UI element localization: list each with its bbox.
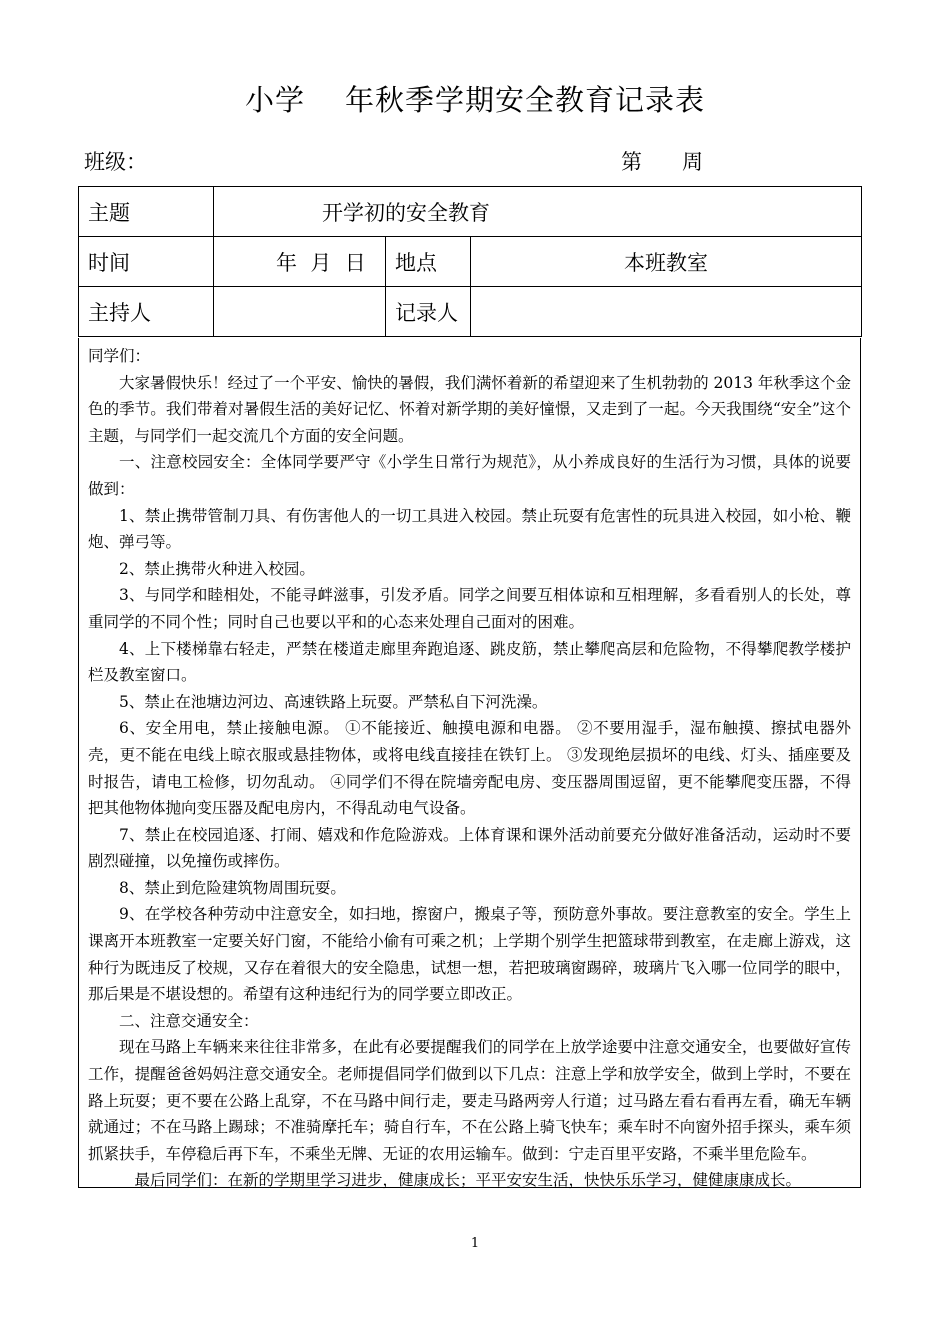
paragraph: 1、禁止携带管制刀具、有伤害他人的一切工具进入校园。禁止玩耍有危害性的玩具进入校园，如小枪、鞭炮、弹弓等。 bbox=[88, 506, 851, 552]
time-row bbox=[79, 237, 862, 287]
host-value bbox=[214, 287, 386, 337]
topic-row bbox=[79, 187, 862, 237]
closing-paragraph: 最后同学们：在新的学期里学习进步，健康成长；平平安安生活，快快乐乐学习，健健康康成长。 bbox=[134, 1171, 802, 1190]
page-title bbox=[0, 78, 950, 119]
paragraph: 二、注意交通安全： bbox=[119, 1011, 259, 1030]
recorder-value bbox=[471, 287, 862, 337]
paragraph: 7、禁止在校园追逐、打闹、嬉戏和作危险游戏。上体育课和课外活动前要充分做好准备活动，运动时不要剧烈碰撞，以免撞伤或摔伤。 bbox=[88, 825, 851, 871]
record-content-cell bbox=[78, 338, 861, 1188]
class-label: 班级： bbox=[84, 150, 147, 174]
topic-label: 主题 bbox=[79, 187, 214, 237]
topic-value: 开学初的安全教育 bbox=[214, 187, 862, 237]
place-label: 地点 bbox=[386, 237, 471, 287]
host-label: 主持人 bbox=[79, 287, 214, 337]
week-prefix: 第 bbox=[621, 150, 642, 174]
greeting: 同学们： bbox=[88, 347, 151, 365]
paragraph: 6、安全用电，禁止接触电源。 ①不能接近、触摸电源和电器。 ②不要用湿手，湿布触摸、擦拭电器外壳，更不能在电线上晾衣服或悬挂物体，或将电线直接挂在铁钉上。 ③发现绝层损坏的电线、灯头、插座要及时报告，请电工检修，切勿乱动。 ④同学们不得在院墙旁配电房、变压器周围逗留，更不能攀爬变压器，不得把其他物体抛向变压器及配电房内，不得乱动电气设备。 bbox=[88, 719, 851, 818]
time-value: 年 月 日 bbox=[214, 237, 386, 287]
page-number: 1 bbox=[470, 1236, 480, 1251]
paragraph: 8、禁止到危险建筑物周围玩耍。 bbox=[119, 878, 346, 897]
paragraph: 9、在学校各种劳动中注意安全，如扫地，擦窗户，搬桌子等，预防意外事故。要注意教室的安全。学生上课离开本班教室一定要关好门窗，不能给小偷有可乘之机；上学期个别学生把篮球带到教室，在走廊上游戏，这种行为既违反了校规，又存在着很大的安全隐患，试想一想，若把玻璃窗踢碎，玻璃片飞入哪一位同学的眼中，那后果是不堪设想的。希望有这种违纪行为的同学要立即改正。 bbox=[88, 905, 851, 1004]
paragraph: 现在马路上车辆来来往往非常多，在此有必要提醒我们的同学在上放学途要中注意交通安全，也要做好宣传工作，提醒爸爸妈妈注意交通安全。老师提倡同学们做到以下几点：注意上学和放学安全，做到上学时，不要在路上玩耍；更不要在公路上乱穿，不在马路中间行走，要走马路两旁人行道；过马路左看右看再左看，确无车辆就通过；不在马路上踢球；不准骑摩托车；骑自行车，不在公路上骑飞快车；乘车时不向窗外招手探头，乘车须抓紧扶手，车停稳后再下车，不乘坐无牌、无证的农用运输车。做到：宁走百里平安路，不乘半里危险车。 bbox=[88, 1038, 851, 1163]
record-content bbox=[79, 338, 860, 1194]
paragraph: 2、禁止携带火种进入校园。 bbox=[119, 559, 315, 578]
recorder-label: 记录人 bbox=[386, 287, 471, 337]
week-suffix: 周 bbox=[682, 150, 703, 174]
paragraph: 5、禁止在池塘边河边、高速铁路上玩耍。严禁私自下河洗澡。 bbox=[119, 692, 548, 711]
paragraph: 3、与同学和睦相处，不能寻衅滋事，引发矛盾。同学之间要互相体谅和互相理解，多看看别人的长处，尊重同学的不同个性；同时自己也要以平和的心态来处理自己面对的困难。 bbox=[88, 586, 851, 631]
title-school: 小学 bbox=[244, 83, 305, 117]
week-label bbox=[621, 146, 703, 176]
record-info-table bbox=[78, 186, 862, 337]
place-value: 本班教室 bbox=[471, 237, 862, 287]
paragraph: 大家暑假快乐！经过了一个平安、愉快的暑假，我们满怀着新的希望迎来了生机勃勃的 2013 年秋季这个金色的季节。我们带着对暑假生活的美好记忆、怀着对新学期的美好憧憬，又走到了一起。今天我围绕“安全”这个主题，与同学们一起交流几个方面的安全问题。 bbox=[88, 373, 851, 445]
time-label: 时间 bbox=[79, 237, 214, 287]
paragraph: 一、注意校园安全：全体同学要严守《小学生日常行为规范》，从小养成良好的生活行为习惯，具体的说要做到： bbox=[88, 453, 851, 498]
title-main: 年秋季学期安全教育记录表 bbox=[345, 83, 706, 117]
paragraph: 4、上下楼梯靠右轻走，严禁在楼道走廊里奔跑追逐、跳皮筋，禁止攀爬高层和危险物，不得攀爬教学楼护栏及教室窗口。 bbox=[88, 639, 851, 685]
host-row bbox=[79, 287, 862, 337]
